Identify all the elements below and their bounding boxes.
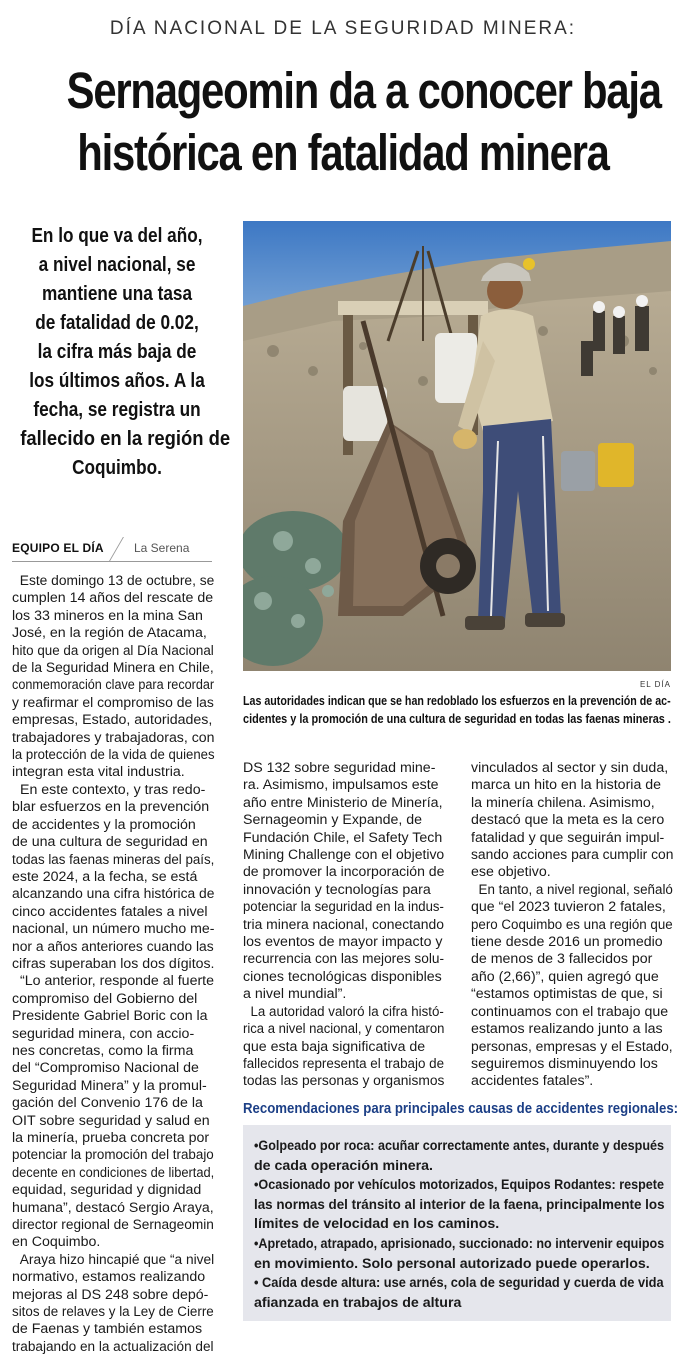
article-line: rica a nivel nacional, y comentaron [243,1021,445,1038]
article-line: humana”, destacó Sergio Araya, [12,1199,214,1216]
recommendation-line: afianzada en trabajos de altura [254,1294,462,1311]
article-line: “estamos optimistas de que, si [471,986,663,1003]
article-line: fatalidad y que seguirán impul- [471,829,665,846]
article-line: que esta baja significativa de [243,1038,426,1055]
article-line: gación del Convenio 176 de la [12,1095,203,1112]
section-kicker: DÍA NACIONAL DE LA SEGURIDAD MINERA: [109,18,577,39]
article-line: En tanto, a nivel regional, señaló [478,881,673,898]
article-line: Este domingo 13 de octubre, se [19,573,215,589]
recommendation-line: en movimiento. Solo personal autorizado puede operarlos. [254,1255,650,1272]
caption-line: Las autoridades indican que se han redoblado los esfuerzos en la prevención de ac- [243,693,671,708]
headline-line: Sernageomin da a conocer baja [66,62,661,119]
article-line: equidad, seguridad y dignidad [12,1182,202,1199]
article-line: los 33 mineros en la mina San [12,607,203,624]
lead-line: mantiene una tasa [41,283,193,305]
article-line: año entre Ministerio de Minería, [243,794,443,811]
article-line: de accidentes y la promoción [12,816,196,833]
lead-line: fallecido en la región de [20,428,231,450]
article-line: cifras superaban los dos dígitos. [12,955,215,972]
article-line: de una cultura de seguridad en [12,834,208,851]
recommendation-line: •Golpeado por roca: acuñar correctamente antes, durante y después [254,1138,665,1154]
article-line: vinculados al sector y sin duda, [471,760,669,776]
article-line: empresas, Estado, autoridades, [12,712,213,729]
article-line: trabajando en la actualización del [12,1338,214,1355]
article-line: accidentes fatales”. [471,1073,594,1090]
article-line: hito que da origen al Día Nacional [12,642,214,659]
article-line: conmemoración clave para recordar [12,677,215,694]
lead-line: a nivel nacional, se [38,254,196,276]
article-line: año (2,66)”, quien agregó que [471,968,659,985]
article-line: blar esfuerzos en la prevención [12,799,210,816]
article-line: estamos realizando junto a las [471,1021,663,1038]
byline [12,537,212,562]
headline [66,60,661,184]
article-line: de la Seguridad Minera en Chile, [12,660,214,677]
article-line: personas, empresas y el Estado, [471,1038,673,1055]
article-line: mejoras al DS 248 sobre depó- [12,1286,209,1303]
recommendation-line: •Ocasionado por vehículos motorizados, Equipos Rodantes: respete [254,1177,664,1194]
article-line: tria minera nacional, conectando [243,916,444,933]
lead-line: de fatalidad de 0.02, [35,312,199,334]
article-line: innovación y tecnologías para [243,881,431,898]
article-line: la minería chilena. Asimismo, [471,794,655,811]
article-line: recurrencia con las mejores solu- [243,951,445,968]
article-line: integran esta vital industria. [12,764,185,781]
article-line: potenciar la seguridad en la indus- [243,899,444,916]
byline-author: EQUIPO EL DÍA [12,541,104,555]
recommendations-title: Recomendaciones para principales causas de accidentes regionales: [243,1100,679,1117]
article-line: destacó que la meta es la cero [471,812,665,829]
photo-caption [243,692,673,728]
article-column-1 [12,573,214,1356]
lead-line: la cifra más baja de [37,341,197,363]
article-line: la protección de la vida de quienes [12,747,215,764]
article-line: Sernageomin y Expande, de [243,812,423,829]
miner-wheelbarrow-photo [243,221,671,671]
byline-divider [109,537,134,561]
article-line: La autoridad valoró la cifra histó- [250,1003,444,1020]
article-line: Mining Challenge con el objetivo [243,847,445,864]
article-line: a nivel mundial”. [243,986,347,1003]
article-line: Seguridad Minera” y la promul- [12,1077,207,1094]
article-line: potenciar la promoción del trabajo [12,1147,214,1164]
article-line: todas las personas y organismos [243,1073,445,1090]
article-line: este 2024, a la fecha, se está [12,868,198,885]
recommendation-line: • Caída desde altura: use arnés, cola de seguridad y cuerda de vida [254,1275,664,1292]
article-line: Fundación Chile, el Safety Tech [243,829,443,846]
article-line: de promover la incorporación de [243,864,445,881]
article-line: del “Compromiso Nacional de [12,1060,199,1077]
article-line: cumplen 14 años del rescate de [12,590,214,607]
lead-line: fecha, se registra un [33,399,201,421]
article-line: ese objetivo. [471,864,551,881]
recommendation-line: las normas del tránsito al interior de la faena, principalmente los [254,1196,665,1213]
article-line: director regional de Sernageomin [12,1217,214,1234]
article-line: normativo, estamos realizando [12,1269,206,1286]
article-line: todas las faenas mineras del país, [12,851,215,868]
recommendation-line: de cada operación minera. [254,1157,433,1174]
lead-line: En lo que va del año, [31,225,203,247]
article-line: ciones tecnológicas disponibles [243,968,442,985]
article-line: nacional, un número mucho me- [12,921,215,938]
article-line: En este contexto, y tras redo- [20,781,206,798]
article-line: marca un hito en la historia de [471,777,662,794]
article-line: de menos de 3 fallecidos por [471,951,653,968]
article-line: José, en la región de Atacama, [12,625,207,642]
article-line: OIT sobre seguridad y salud en [12,1112,210,1129]
article-line: que “el 2023 tuvieron 2 fatales, [471,899,666,916]
recommendation-line: límites de velocidad en los caminos. [254,1216,500,1233]
article-line: decente en condiciones de libertad, [12,1164,215,1181]
article-line: en Coquimbo. [12,1234,101,1251]
article-column-3 [471,760,673,1091]
article-line: sitos de relaves y la Ley de Cierre [12,1304,214,1321]
article-line: de Faenas y también estamos [12,1321,203,1338]
article-line: sando acciones para cumplir con [471,847,674,864]
lead-line: los últimos años. A la [29,370,205,392]
article-line: alcanzando una cifra histórica de [12,886,215,903]
lead-paragraph [12,222,231,483]
article-line: DS 132 sobre seguridad mine- [243,760,436,776]
article-column-2 [243,760,444,1091]
article-line: Presidente Gabriel Boric con la [12,1008,208,1025]
recommendations-list [254,1137,664,1313]
article-line: cinco accidentes fatales a nivel [12,903,208,920]
article-line: “Lo anterior, responde al fuerte [20,973,215,990]
article-line: los eventos de mayor impacto y [243,934,443,951]
article-line: Araya hizo hincapié que “a nivel [19,1251,215,1268]
article-line: seguiremos disminuyendo los [471,1055,658,1072]
recommendation-line: •Apretado, atrapado, aprisionado, succionado: no intervenir equipos [254,1235,665,1252]
article-line: nes concretas, como la firma [12,1042,194,1059]
article-line: nor a años anteriores cuando las [12,938,214,955]
headline-line: histórica en fatalidad minera [77,124,609,181]
article-line: la minería, prueba concreta por [12,1130,210,1146]
article-line: ra. Asimismo, impulsamos este [243,777,439,794]
caption-line: cidentes y la promoción de una cultura de seguridad en todas las faenas mineras . [243,711,671,726]
photo-credit: EL DÍA [639,680,671,689]
article-line: seguridad minera, con accio- [12,1025,195,1042]
lead-line: Coquimbo. [72,457,162,479]
article-line: y reafirmar el compromiso de las [12,694,214,711]
article-line: continuamos con el trabajo que [471,1003,669,1020]
article-line: trabajadores y trabajadoras, con [12,729,215,746]
article-photo [243,221,671,671]
byline-location: La Serena [134,541,190,555]
article-line: fallecidos representa el trabajo de [243,1055,445,1072]
article-line: compromiso del Gobierno del [12,990,198,1007]
article-line: pero Coquimbo es una región que [471,916,673,933]
article-line: tiene desde 2016 un promedio [471,934,663,951]
